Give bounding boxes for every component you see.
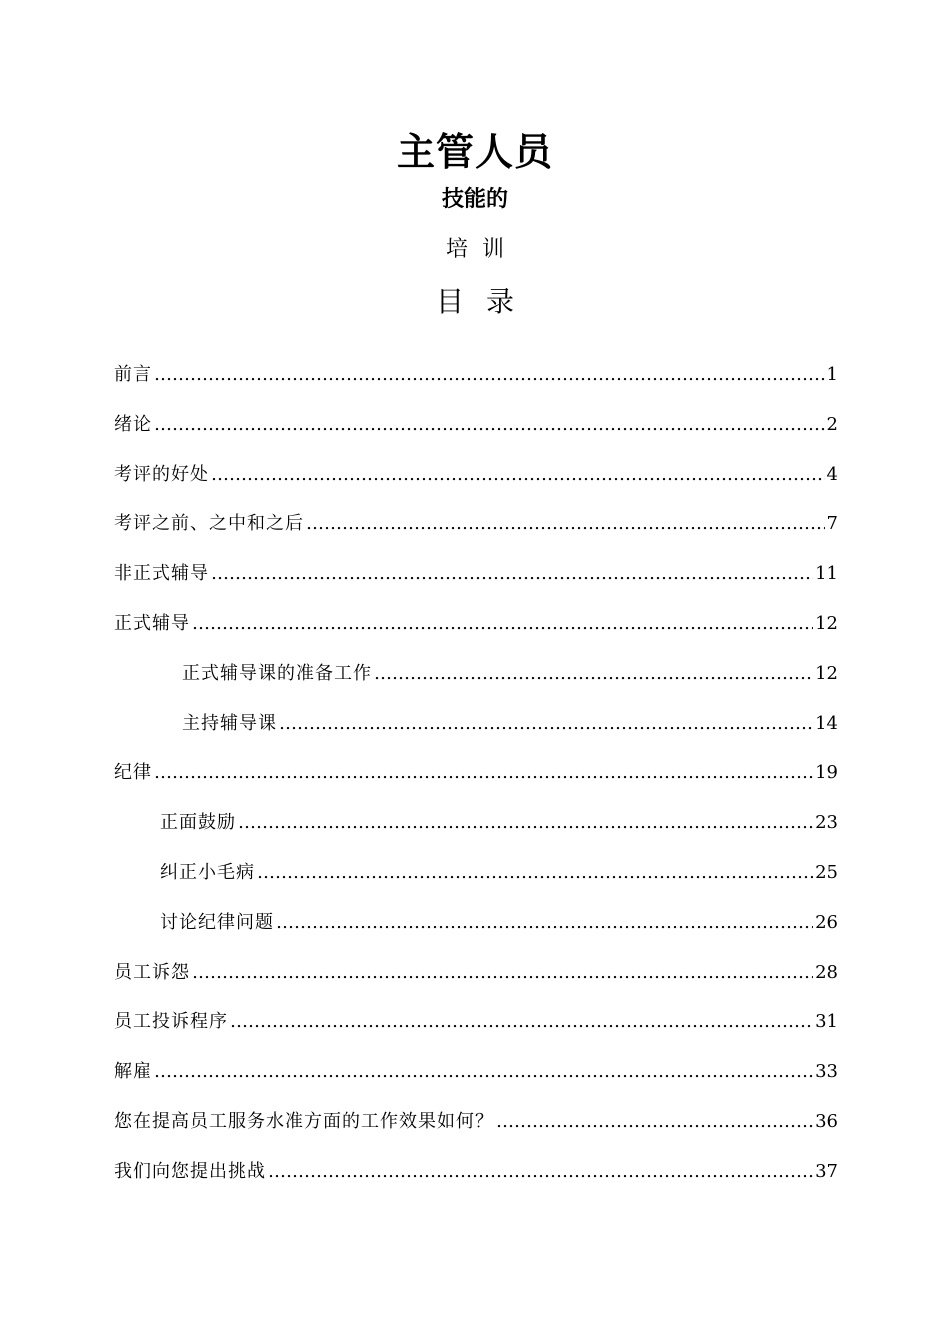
toc-entry[interactable] <box>160 858 838 888</box>
toc-dot-leader <box>211 559 813 589</box>
toc-entry[interactable] <box>114 1107 838 1137</box>
toc-entry-page-number: 19 <box>815 762 838 783</box>
toc-entry-label: 我们向您提出挑战 <box>114 1161 266 1182</box>
toc-entry[interactable] <box>160 808 838 838</box>
document-training-label: 培训 <box>445 237 518 262</box>
toc-entry-label: 绪论 <box>114 414 152 435</box>
toc-entry-label: 纪律 <box>114 762 152 783</box>
toc-entry[interactable] <box>182 659 838 689</box>
toc-entry-label: 非正式辅导 <box>114 563 209 584</box>
toc-entry[interactable] <box>114 410 838 440</box>
toc-entry-label: 员工投诉程序 <box>114 1011 228 1032</box>
toc-entry-page-number: 36 <box>815 1111 838 1132</box>
toc-entry-page-number: 23 <box>815 812 838 833</box>
toc-entry-page-number: 12 <box>815 663 838 684</box>
toc-dot-leader <box>276 908 813 938</box>
toc-entry-page-number: 14 <box>815 713 838 734</box>
toc-entry-label: 考评之前、之中和之后 <box>114 513 304 534</box>
toc-entry-label: 您在提高员工服务水准方面的工作效果如何？ <box>114 1111 494 1132</box>
toc-entry-page-number: 2 <box>826 414 838 435</box>
toc-dot-leader <box>211 460 825 490</box>
toc-dot-leader <box>257 858 813 888</box>
toc-dot-leader <box>154 758 813 788</box>
toc-entry[interactable] <box>114 958 838 988</box>
toc-entry-label: 解雇 <box>114 1061 152 1082</box>
toc-dot-leader <box>238 808 813 838</box>
toc-entry-page-number: 31 <box>815 1011 838 1032</box>
toc-dot-leader <box>230 1007 813 1037</box>
toc-entry[interactable] <box>114 360 838 390</box>
toc-entry-label: 前言 <box>114 364 152 385</box>
toc-entry[interactable] <box>114 460 838 490</box>
toc-entry-label: 员工诉怨 <box>114 962 190 983</box>
toc-entry[interactable] <box>114 609 838 639</box>
toc-entry[interactable] <box>114 1157 838 1187</box>
toc-entry[interactable] <box>114 559 838 589</box>
document-subtitle: 技能的 <box>441 187 508 212</box>
toc-entry-label: 讨论纪律问题 <box>160 912 274 933</box>
toc-entry-page-number: 28 <box>815 962 838 983</box>
toc-entry-label: 正式辅导课的准备工作 <box>182 663 372 684</box>
toc-entry-page-number: 4 <box>826 464 838 485</box>
toc-dot-leader <box>192 609 813 639</box>
toc-dot-leader <box>154 1057 813 1087</box>
toc-dot-leader <box>496 1107 813 1137</box>
toc-entry-page-number: 1 <box>826 364 838 385</box>
toc-entry[interactable] <box>182 709 838 739</box>
toc-dot-leader <box>154 410 825 440</box>
toc-entry-label: 正面鼓励 <box>160 812 236 833</box>
toc-entry-page-number: 33 <box>815 1061 838 1082</box>
toc-dot-leader <box>154 360 825 390</box>
toc-entry-label: 正式辅导 <box>114 613 190 634</box>
document-title: 主管人员 <box>396 130 553 174</box>
toc-entry[interactable] <box>114 509 838 539</box>
toc-entry-page-number: 26 <box>815 912 838 933</box>
toc-dot-leader <box>306 509 825 539</box>
toc-entry-label: 主持辅导课 <box>182 713 277 734</box>
toc-entry-label: 纠正小毛病 <box>160 862 255 883</box>
toc-entry-page-number: 37 <box>815 1161 838 1182</box>
toc-dot-leader <box>268 1157 813 1187</box>
toc-entry-page-number: 7 <box>826 513 838 534</box>
toc-heading: 目录 <box>435 285 536 318</box>
toc-entry-page-number: 11 <box>815 563 838 584</box>
toc-entry-label: 考评的好处 <box>114 464 209 485</box>
toc-entry[interactable] <box>114 1057 838 1087</box>
toc-entry-page-number: 25 <box>815 862 838 883</box>
toc-entry-page-number: 12 <box>815 613 838 634</box>
toc-entry[interactable] <box>114 758 838 788</box>
toc-entry[interactable] <box>160 908 838 938</box>
toc-dot-leader <box>279 709 813 739</box>
toc-dot-leader <box>192 958 813 988</box>
toc-entry[interactable] <box>114 1007 838 1037</box>
toc-dot-leader <box>374 659 813 689</box>
